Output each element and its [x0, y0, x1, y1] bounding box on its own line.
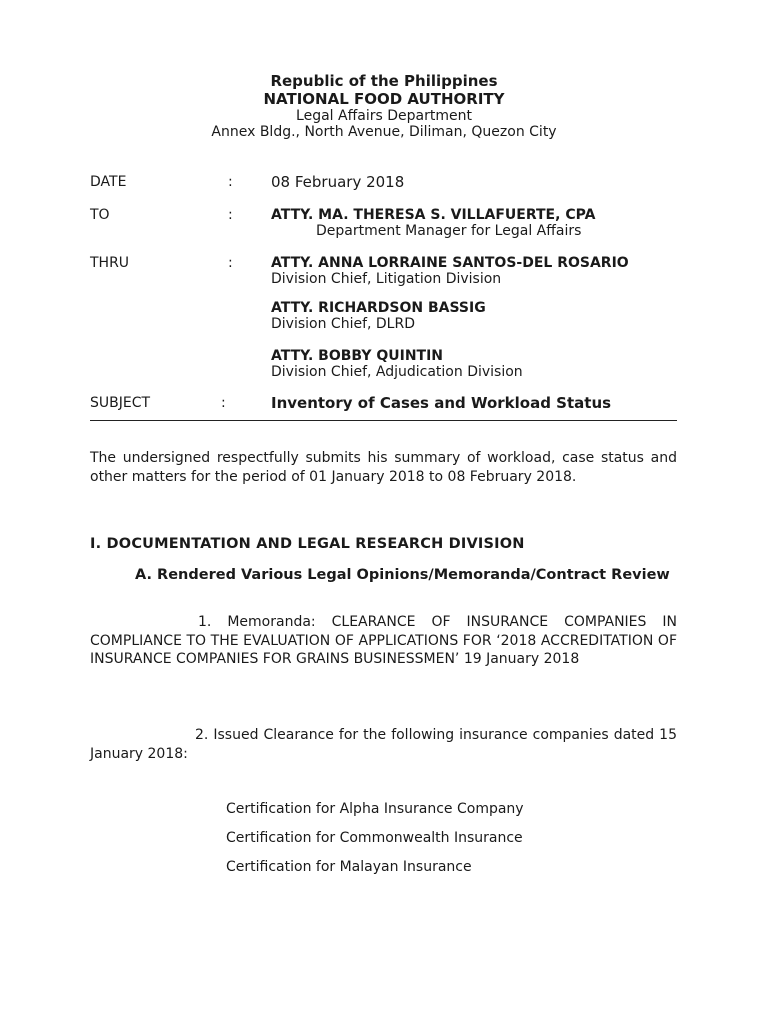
to-colon: :: [228, 207, 233, 223]
subject-colon: :: [221, 395, 226, 411]
thru-name-2: ATTY. RICHARDSON BASSIG: [271, 300, 486, 316]
header-republic: Republic of the Philippines: [270, 72, 498, 90]
section-heading: I. DOCUMENTATION AND LEGAL RESEARCH DIVISION: [90, 536, 525, 552]
subsection-heading: A. Rendered Various Legal Opinions/Memoranda/Contract Review: [135, 567, 670, 583]
header-divider: [90, 420, 677, 421]
date-colon: :: [228, 174, 233, 190]
to-label: TO: [90, 207, 110, 223]
header-address: Annex Bldg., North Avenue, Diliman, Quezon City: [211, 124, 557, 140]
to-name: ATTY. MA. THERESA S. VILLAFUERTE, CPA: [271, 207, 596, 223]
thru-title-2: Division Chief, DLRD: [271, 316, 415, 332]
item-2-paragraph: 2. Issued Clearance for the following insurance companies dated 15 January 2018:: [90, 727, 677, 762]
subject-value: Inventory of Cases and Workload Status: [271, 394, 612, 412]
thru-title-3: Division Chief, Adjudication Division: [271, 364, 523, 380]
thru-name-3: ATTY. BOBBY QUINTIN: [271, 348, 444, 364]
to-title: Department Manager for Legal Affairs: [316, 223, 582, 239]
intro-paragraph: The undersigned respectfully submits his summary of workload, case status and other matters for the period of 01 January 2018 to 08 February 2018.: [90, 450, 677, 485]
subject-label: SUBJECT: [90, 395, 151, 411]
item-1-paragraph: 1. Memoranda: CLEARANCE OF INSURANCE COMPANIES IN COMPLIANCE TO THE EVALUATION OF APPLICATIONS FOR ‘2018 ACCREDITATION OF INSURANCE COMPANIES FOR GRAINS BUSINESSMEN’ 19 January 2018: [90, 614, 677, 667]
thru-name-1: ATTY. ANNA LORRAINE SANTOS-DEL ROSARIO: [271, 255, 629, 271]
thru-label: THRU: [90, 255, 130, 271]
header-department: Legal Affairs Department: [296, 108, 472, 124]
thru-colon: :: [228, 255, 233, 271]
header-agency: NATIONAL FOOD AUTHORITY: [263, 90, 505, 108]
date-value: 08 February 2018: [271, 173, 405, 191]
certification-item-1: Certification for Alpha Insurance Company: [226, 801, 524, 817]
certification-item-3: Certification for Malayan Insurance: [226, 859, 472, 875]
thru-title-1: Division Chief, Litigation Division: [271, 271, 502, 287]
date-label: DATE: [90, 174, 127, 190]
certification-item-2: Certification for Commonwealth Insurance: [226, 830, 523, 846]
